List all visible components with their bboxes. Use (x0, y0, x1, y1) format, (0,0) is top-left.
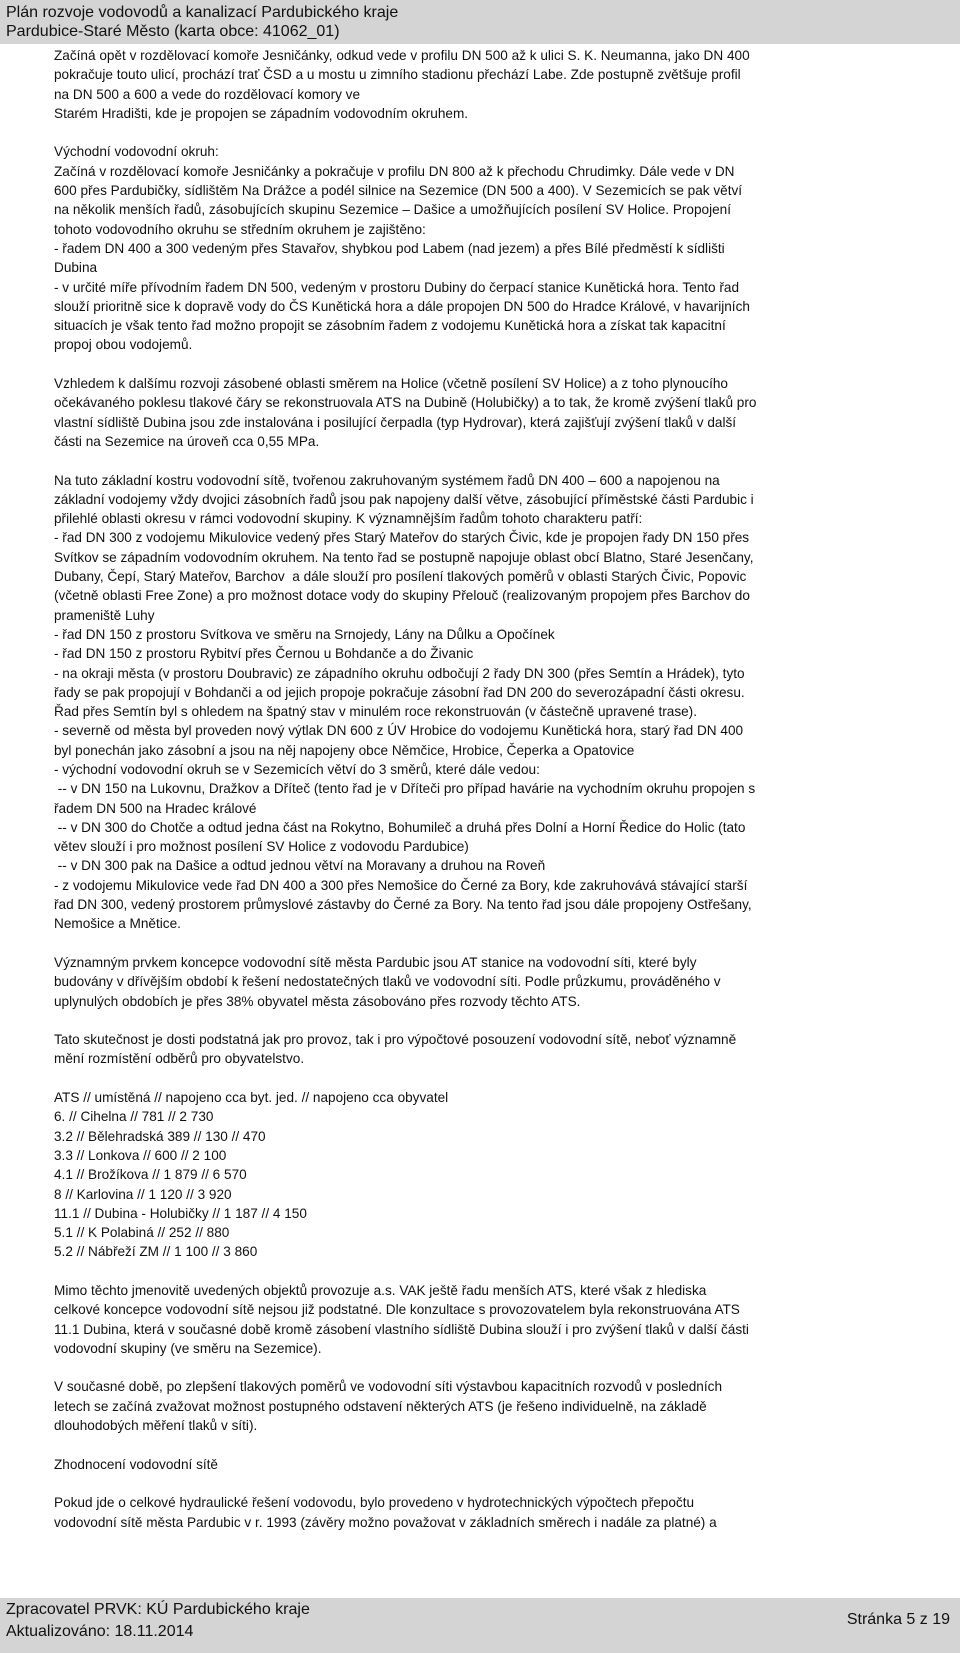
text-line: pokračuje touto ulicí, prochází trať ČSD a u mostu u zimního stadionu přechází Labe. Zde postupně zvětšuje profil (54, 67, 741, 83)
text-line: 3.3 // Lonkova // 600 // 2 100 (54, 1147, 227, 1163)
text-line: tohoto vodovodního okruhu se středním okruhem je zajištěno: (54, 221, 426, 237)
paragraph (54, 46, 954, 123)
text-line: řadem DN 500 na Hradec králové (54, 800, 257, 816)
text-line: 3.2 // Bělehradská 389 // 130 // 470 (54, 1128, 266, 1144)
text-line: ATS // umístěná // napojeno cca byt. jed. // napojeno cca obyvatel (54, 1090, 449, 1106)
document-subtitle: Pardubice-Staré Město (karta obce: 41062_01) (6, 23, 340, 40)
text-line: - řad DN 150 z prostoru Rybitví přes Černou u Bohdanče a do Živanic (54, 646, 474, 662)
text-line: uplynulých obdobích je přes 38% obyvatel města zásobováno přes rozvody těchto ATS. (54, 993, 581, 1009)
text-line: Začíná v rozdělovací komoře Jesničánky a pokračuje v profilu DN 800 až k přechodu Chrudimky. Dále vede v DN (54, 163, 735, 179)
text-line: - řadem DN 400 a 300 vedeným přes Stavařov, shybkou pod Labem (nad jezem) a přes Bílé předměstí k sídlišti (54, 240, 725, 256)
text-line: 11.1 // Dubina - Holubičky // 1 187 // 4 150 (54, 1205, 307, 1221)
text-line: přilehlé oblasti okresu v rámci vodovodní skupiny. K významnějším řadům tohoto charakteru patří: (54, 511, 643, 527)
text-line: Dubany, Čepí, Starý Mateřov, Barchov a dále slouží pro posílení tlakových poměrů v oblasti Starých Čivic, Popovic (54, 569, 747, 585)
section-heading (54, 1455, 954, 1474)
text-line: 5.2 // Nábřeží ZM // 1 100 // 3 860 (54, 1244, 258, 1260)
text-line: vlastní sídliště Dubina jsou zde instalována i posilující čerpadla (typ Hydrovar), která zajišťují zvýšení tlaků v další (54, 414, 737, 430)
paragraph (54, 471, 954, 934)
paragraph (54, 374, 954, 451)
text-line: -- v DN 300 do Chotče a odtud jedna část na Rokytno, Bohumileč a druhá přes Dolní a Horní Ředice do Holic (tato (54, 819, 746, 835)
text-line: větev slouží i pro možnost posílení SV Holice z vodovodu Pardubice) (54, 839, 469, 855)
paragraph (54, 1493, 954, 1532)
text-line: celkové koncepce vodovodní sítě nejsou již podstatné. Dle konzultace s provozovatelem byla rekonstruována ATS (54, 1302, 740, 1318)
ats-list (54, 1088, 954, 1262)
text-line: - na okraji města (v prostoru Doubravic) ze západního okruhu odbočují 2 řady DN 300 (přes Semtín a Hrádek), tyto (54, 665, 745, 681)
text-line: Nemošice a Mnětice. (54, 916, 181, 932)
document-body (54, 46, 954, 1532)
text-line: Vzhledem k dalšímu rozvoji zásobené oblasti směrem na Holice (včetně posílení SV Holice) a z toho plynoucího (54, 376, 728, 392)
footer-updated: Aktualizováno: 18.11.2014 (6, 1623, 194, 1640)
text-line: byl ponechán jako zásobní a jsou na něj napojeny obce Němčice, Hrobice, Čeperka a Opatovice (54, 742, 635, 758)
paragraph (54, 953, 954, 1011)
text-line: situacích je však tento řad možno propojit se zásobním řadem z vodojemu Kunětická hora a získat tak kapacitní (54, 318, 726, 334)
paragraph (54, 142, 954, 354)
text-line: Dubina (54, 260, 98, 276)
text-line: Svítkov se západním vodovodním okruhem. Na tento řad se postupně napojuje oblast obcí Blatno, Staré Jesenčany, (54, 549, 754, 565)
text-line: propoj obou vodojemů. (54, 337, 193, 353)
text-line: Pokud jde o celkové hydraulické řešení vodovodu, bylo provedeno v hydrotechnických výpočtech přepočtu (54, 1495, 695, 1511)
text-line: na několik menších řadů, zásobujících skupinu Sezemice – Dašice a umožňujících posílení SV Holice. Propojení (54, 202, 732, 218)
text-line: 4.1 // Brožíkova // 1 879 // 6 570 (54, 1167, 247, 1183)
text-line: na DN 500 a 600 a vede do rozdělovací komory ve (54, 86, 361, 102)
text-line: Tato skutečnost je dosti podstatná jak pro provoz, tak i pro výpočtové posouzení vodovodní sítě, neboť významně (54, 1032, 737, 1048)
text-line: - z vodojemu Mikulovice vede řad DN 400 a 300 přes Nemošice do Černé za Bory, kde zakruhovává stávající starší (54, 877, 748, 893)
text-line: 5.1 // K Polabiná // 252 // 880 (54, 1225, 230, 1241)
text-line: základní vodojemy vždy dvojici zásobních řadů jsou pak napojeny další větve, zásobující příměstské části Pardubic i (54, 491, 754, 507)
text-line: Východní vodovodní okruh: (54, 144, 219, 160)
text-line: Významným prvkem koncepce vodovodní sítě města Pardubic jsou AT stanice na vodovodní síti, které byly (54, 954, 697, 970)
footer-author: Zpracovatel PRVK: KÚ Pardubického kraje (6, 1601, 310, 1618)
text-line: slouží prioritně sice k dopravě vody do ČS Kunětická hora a dále propojen DN 500 do Hradce Králové, v havarijních (54, 298, 750, 314)
text-line: budovány v dřívějším období k řešení nedostatečných tlaků ve vodovodní síti. Podle průzkumu, prováděného v (54, 974, 721, 990)
page-header (0, 0, 960, 44)
text-line: Začíná opět v rozdělovací komoře Jesničánky, odkud vede v profilu DN 500 až k ulici S. K. Neumanna, jako DN 400 (54, 48, 750, 63)
text-line: Na tuto základní kostru vodovodní sítě, tvořenou zakruhovaným systémem řadů DN 400 – 600 a napojenou na (54, 472, 720, 488)
text-line: části na Sezemice na úroveň cca 0,55 MPa. (54, 433, 320, 449)
text-line: vodovodní sítě města Pardubic v r. 1993 (závěry možno považovat v základních směrech i nadále za platné) a (54, 1514, 717, 1530)
text-line: očekávaného poklesu tlakové čáry se rekonstruovala ATS na Dubině (Holubičky) a to tak, že kromě zvýšení tlaků pro (54, 395, 757, 411)
text-line: prameniště Luhy (54, 607, 155, 623)
text-line: (včetně oblasti Free Zone) a pro možnost dotace vody do skupiny Přelouč (realizovaným propojem přes Barchov do (54, 588, 750, 604)
paragraph (54, 1377, 954, 1435)
page-footer (0, 1598, 960, 1653)
text-line: 600 přes Pardubičky, sídlištěm Na Drážce a podél silnice na Sezemice (DN 500 a 400). V Sezemicích se pak větví (54, 183, 743, 199)
text-line: - východní vodovodní okruh se v Sezemicích větví do 3 směrů, které dále vedou: (54, 761, 540, 777)
text-line: - řad DN 300 z vodojemu Mikulovice vedený přes Starý Mateřov do starých Čivic, kde je propojen řady DN 150 přes (54, 530, 750, 546)
text-line: řady se pak propojují v Bohdanči a od jejich propoje pokračuje zásobní řad DN 200 do severozápadní části okresu. (54, 684, 745, 700)
text-line: řad DN 300, vedený prostorem průmyslové zástavby do Černé za Bory. Na tento řad jsou dále propojeny Ostřešany, (54, 897, 752, 913)
text-line: letech se začíná zvažovat možnost postupného odstavení některých ATS (je řešeno individuelně, na základě (54, 1398, 707, 1414)
text-line: 6. // Cihelna // 781 // 2 730 (54, 1109, 214, 1125)
text-line: Zhodnocení vodovodní sítě (54, 1456, 218, 1472)
document-title: Plán rozvoje vodovodů a kanalizací Pardubického kraje (6, 4, 399, 21)
text-line: mění rozmístění odběrů pro obyvatelstvo. (54, 1051, 305, 1067)
text-line: - řad DN 150 z prostoru Svítkova ve směru na Srnojedy, Lány na Důlku a Opočínek (54, 626, 555, 642)
text-line: Starém Hradišti, kde je propojen se západním vodovodním okruhem. (54, 105, 469, 121)
text-line: - severně od města byl proveden nový výtlak DN 600 z ÚV Hrobice do vodojemu Kunětická hora, starý řad DN 400 (54, 723, 744, 739)
text-line: - v určité míře přívodním řadem DN 500, vedeným v prostoru Dubiny do čerpací stanice Kunětická hora. Tento řad (54, 279, 740, 295)
text-line: V současné době, po zlepšení tlakových poměrů ve vodovodní síti výstavbou kapacitních rozvodů v posledních (54, 1379, 722, 1395)
text-line: -- v DN 150 na Lukovnu, Dražkov a Dříteč (tento řad je v Dříteči pro případ havárie na vychodním okruhu propojen s (54, 781, 756, 797)
text-line: 8 // Karlovina // 1 120 // 3 920 (54, 1186, 232, 1202)
paragraph (54, 1030, 954, 1069)
text-line: vodovodní skupiny (ve směru na Sezemice). (54, 1340, 322, 1356)
page-number: Stránka 5 z 19 (846, 1611, 950, 1628)
text-line: -- v DN 300 pak na Dašice a odtud jednou větví na Moravany a druhou na Roveň (54, 858, 546, 874)
text-line: 11.1 Dubina, která v současné době kromě zásobení vlastního sídliště Dubina slouží i pro zvýšení tlaků v další části (54, 1321, 749, 1337)
text-line: dlouhodobých měření tlaků v síti). (54, 1418, 258, 1434)
text-line: Řad přes Semtín byl s ohledem na špatný stav v minulém roce rekonstruován (v částečně upravené trase). (54, 704, 697, 720)
paragraph (54, 1281, 954, 1358)
text-line: Mimo těchto jmenovitě uvedených objektů provozuje a.s. VAK ještě řadu menších ATS, které však z hlediska (54, 1283, 707, 1298)
